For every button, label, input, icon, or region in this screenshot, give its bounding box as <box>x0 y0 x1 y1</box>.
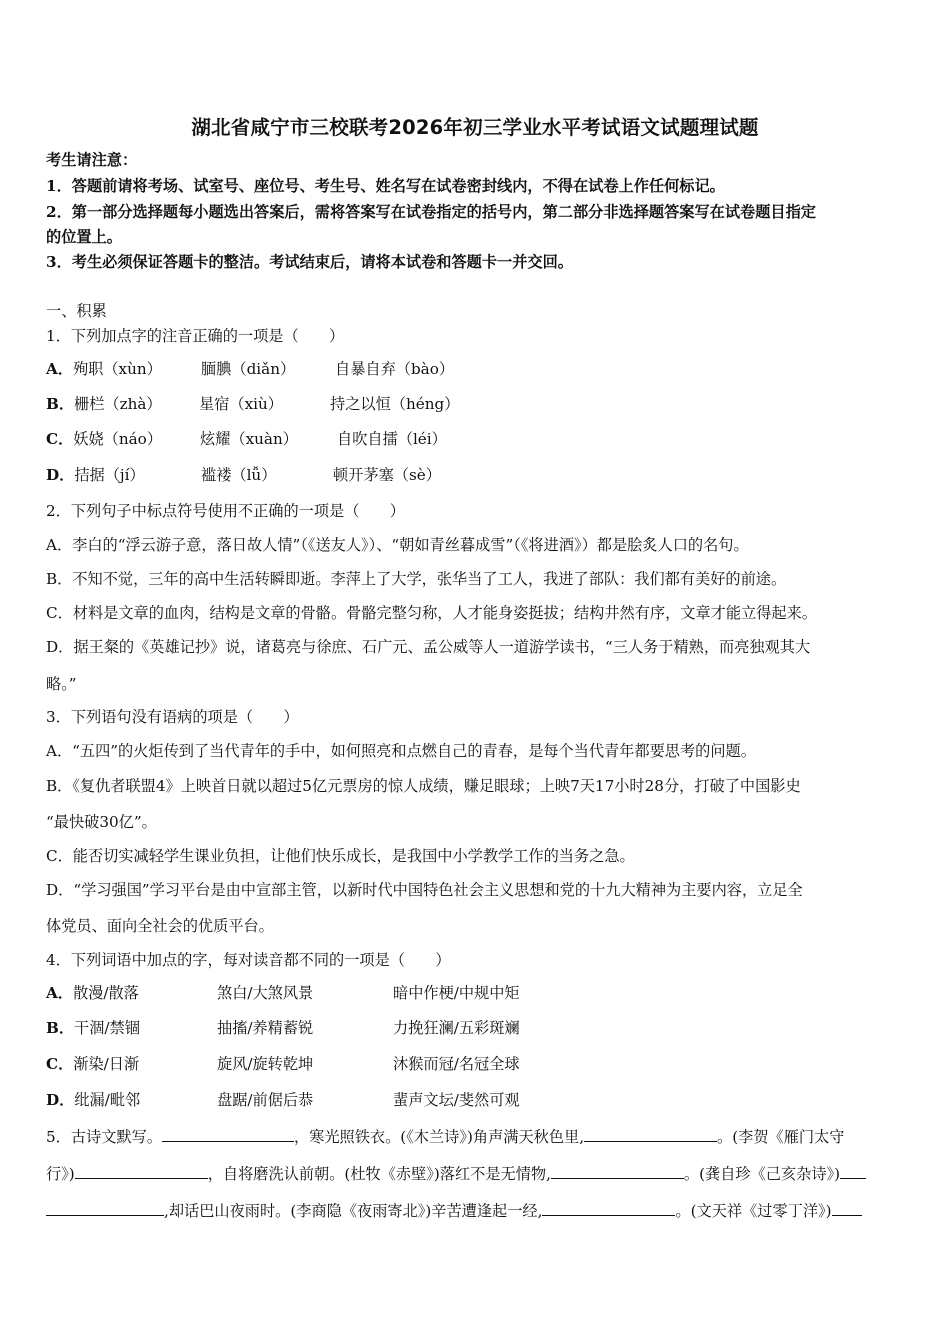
option-line-cont: 略。” <box>46 675 77 693</box>
question-text: 。(龚自珍《己亥杂诗》) <box>683 1165 841 1183</box>
option-a: 殉职（xùn） <box>72 360 162 378</box>
option-b: 腼腆（diǎn） <box>201 360 296 378</box>
section-heading: 一、积累 <box>46 302 107 320</box>
question-stem: 5．古诗文默写。 <box>46 1128 162 1146</box>
question-text: 行》) <box>46 1165 75 1183</box>
option-row <box>46 983 520 1003</box>
option-row <box>46 359 455 379</box>
option-line-cont: “最快破30亿”。 <box>46 813 157 831</box>
notice-item: 1．答题前请将考场、试室号、座位号、考生号、姓名写在试卷密封线内，不得在试卷上作任何标记。 <box>46 177 725 195</box>
question-text: 。(李贺《雁门太守 <box>717 1128 845 1146</box>
option-label: D． <box>46 466 75 484</box>
option-label: B． <box>46 395 75 413</box>
option-line: A．李白的“浮云游子意，落日故人情”（《送友人》）、“朝如青丝暮成雪”（《将进酒》）都是脍炙人口的名句。 <box>46 536 749 554</box>
question-text: 。(文天祥《过零丁洋》) <box>675 1202 832 1220</box>
answer-blank[interactable] <box>584 1127 717 1142</box>
question-line <box>46 1201 916 1221</box>
option-row <box>46 1090 520 1110</box>
option-line: C．能否切实减轻学生课业负担，让他们快乐成长，是我国中小学教学工作的当务之急。 <box>46 847 635 865</box>
notice-heading: 考生请注意： <box>46 151 138 169</box>
option-a: 栅栏（zhà） <box>74 395 162 413</box>
option-line: C．材料是文章的血肉，结构是文章的骨骼。骨骼完整匀称，人才能身姿挺拔；结构井然有序，文章才能立得起来。 <box>46 604 817 622</box>
option-line: D．“学习强国”学习平台是由中宣部主管，以新时代中国特色社会主义思想和党的十九大精神为主要内容，立足全 <box>46 881 803 899</box>
question-stem: 4．下列词语中加点的字，每对读音都不同的一项是（ ） <box>46 951 451 969</box>
option-line: D．据王粲的《英雄记抄》说，诸葛亮与徐庶、石广元、孟公威等人一道游学读书，“三人务于精熟，而亮独观其大 <box>46 638 811 656</box>
notice-item: 2．第一部分选择题每小题选出答案后，需将答案写在试卷指定的括号内，第二部分非选择题答案写在试卷题目指定 <box>46 203 816 221</box>
option-a: 拮据（jí） <box>74 466 145 484</box>
option-c: 自吹自擂（léi） <box>337 430 447 448</box>
option-a: 纰漏/毗邻 <box>74 1091 141 1109</box>
answer-blank[interactable] <box>75 1164 208 1179</box>
question-stem: 3．下列语句没有语病的项是（ ） <box>46 708 299 726</box>
option-row <box>46 1018 520 1038</box>
option-b: 炫耀（xuàn） <box>200 430 298 448</box>
answer-blank[interactable] <box>46 1201 164 1216</box>
option-a: 散漫/散落 <box>72 984 139 1002</box>
option-label: C． <box>46 430 74 448</box>
option-c: 暗中作梗/中规中矩 <box>393 984 520 1002</box>
option-line: B．不知不觉，三年的高中生活转瞬即逝。李萍上了大学，张华当了工人，我进了部队：我们都有美好的前途。 <box>46 570 787 588</box>
option-c: 沐猴而冠/名冠全球 <box>393 1055 520 1073</box>
option-b: 旋风/旋转乾坤 <box>217 1055 314 1073</box>
option-a: 妖娆（náo） <box>73 430 163 448</box>
option-row <box>46 465 441 485</box>
question-text: ，自将磨洗认前朝。(杜牧《赤壁》)落红不是无情物, <box>207 1165 551 1183</box>
option-b: 盘踞/前倨后恭 <box>217 1091 314 1109</box>
option-label: A． <box>46 360 73 378</box>
question-line <box>46 1127 916 1147</box>
option-b: 抽搐/养精蓄锐 <box>217 1019 314 1037</box>
option-c: 自暴自弃（bào） <box>335 360 455 378</box>
question-text: ,却话巴山夜雨时。(李商隐《夜雨寄北》)辛苦遭逢起一经, <box>164 1202 543 1220</box>
option-a: 渐染/日渐 <box>73 1055 140 1073</box>
option-line: B．《复仇者联盟4》上映首日就以超过5亿元票房的惊人成绩，赚足眼球；上映7天17小时28分，打破了中国影史 <box>46 777 801 795</box>
option-label: B． <box>46 1019 75 1037</box>
option-c: 持之以恒（héng） <box>330 395 460 413</box>
option-label: A． <box>46 984 73 1002</box>
answer-blank[interactable] <box>162 1127 294 1142</box>
notice-item: 3．考生必须保证答题卡的整洁。考试结束后，请将本试卷和答题卡一并交回。 <box>46 253 573 271</box>
option-label: D． <box>46 1091 75 1109</box>
option-b: 褴褛（lǚ） <box>201 466 277 484</box>
option-label: C． <box>46 1055 74 1073</box>
option-row <box>46 429 447 449</box>
option-line-cont: 体党员、面向全社会的优质平台。 <box>46 917 274 935</box>
option-row <box>46 1054 520 1074</box>
question-line <box>46 1164 916 1184</box>
answer-blank[interactable] <box>551 1164 684 1179</box>
question-stem: 2．下列句子中标点符号使用不正确的一项是（ ） <box>46 502 405 520</box>
answer-blank[interactable] <box>542 1201 675 1216</box>
answer-blank[interactable] <box>832 1201 862 1216</box>
question-stem: 1．下列加点字的注音正确的一项是（ ） <box>46 327 345 345</box>
answer-blank[interactable] <box>840 1164 866 1179</box>
option-b: 星宿（xiù） <box>199 395 283 413</box>
option-line: A．“五四”的火炬传到了当代青年的手中，如何照亮和点燃自己的青春，是每个当代青年都要思考的问题。 <box>46 742 756 760</box>
option-c: 顿开茅塞（sè） <box>333 466 441 484</box>
option-row <box>46 394 460 414</box>
option-b: 煞白/大煞风景 <box>217 984 314 1002</box>
option-c: 力挽狂澜/五彩斑斓 <box>393 1019 520 1037</box>
option-a: 干涸/禁锢 <box>74 1019 140 1037</box>
option-c: 蜚声文坛/斐然可观 <box>393 1091 520 1109</box>
page-title: 湖北省咸宁市三校联考2026年初三学业水平考试语文试题理试题 <box>191 116 759 139</box>
notice-item: 的位置上。 <box>46 228 122 246</box>
question-text: ，寒光照铁衣。(《木兰诗》)角声满天秋色里, <box>293 1128 585 1146</box>
